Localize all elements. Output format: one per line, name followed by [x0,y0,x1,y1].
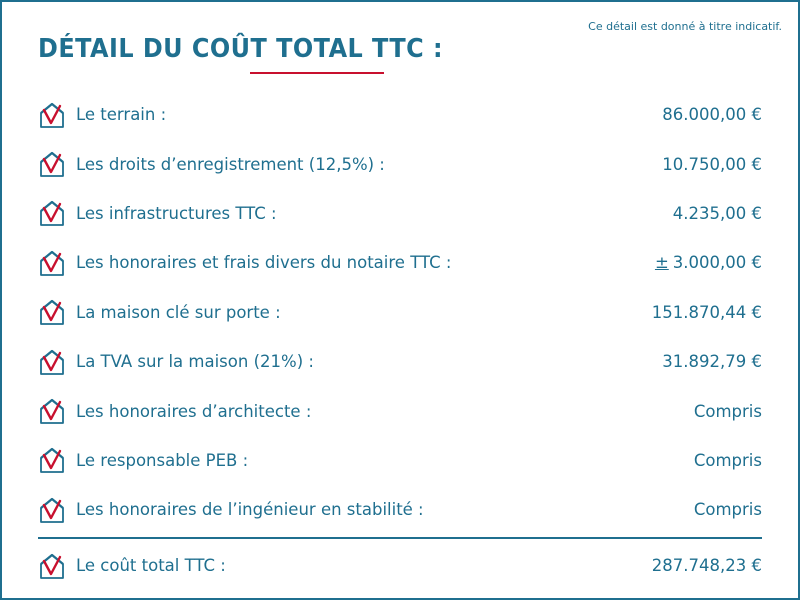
list-item [38,288,762,337]
item-value: Compris [693,450,762,470]
cost-list [38,90,762,535]
list-item [38,386,762,435]
house-check-icon [38,552,66,580]
house-check-icon [38,348,66,376]
item-value: 4.235,00 € [672,203,762,223]
item-value-amount: 3.000,00 € [672,253,762,273]
plus-minus-sign: ± [654,253,669,273]
house-check-icon [38,150,66,178]
page-title: DÉTAIL DU COÛT TOTAL TTC : [38,34,443,64]
house-check-icon [38,397,66,425]
item-label: Les honoraires de l’ingénieur en stabilité : [76,500,424,520]
item-value: 151.870,44 € [651,302,762,322]
item-label: La TVA sur la maison (21%) : [76,352,314,372]
item-value: Compris [693,401,762,421]
item-label: Les honoraires d’architecte : [76,401,312,421]
item-label: Le responsable PEB : [76,450,249,470]
list-item [38,337,762,386]
item-label: Le terrain : [76,105,167,125]
house-check-icon [38,496,66,524]
title-underline [250,72,384,74]
item-label: Les droits d’enregistrement (12,5%) : [76,154,385,174]
item-label: Les infrastructures TTC : [76,203,277,223]
list-item [38,238,762,287]
item-value: 10.750,00 € [662,154,762,174]
list-item [38,436,762,485]
disclaimer-note: Ce détail est donné à titre indicatif. [588,20,782,33]
total-value: 287.748,23 € [651,556,762,576]
house-check-icon [38,101,66,129]
total-label: Le coût total TTC : [76,556,226,576]
list-item [38,189,762,238]
item-label: La maison clé sur porte : [76,302,281,322]
total-divider [38,537,762,539]
list-item-total [38,541,762,590]
list-item [38,139,762,188]
list-item [38,90,762,139]
total-row [38,541,762,590]
item-value [655,253,762,272]
house-check-icon [38,249,66,277]
item-value: 31.892,79 € [662,352,762,372]
house-check-icon [38,298,66,326]
item-label: Les honoraires et frais divers du notaire TTC : [76,253,452,273]
house-check-icon [38,446,66,474]
house-check-icon [38,199,66,227]
list-item [38,485,762,534]
item-value: Compris [693,500,762,520]
item-value: 86.000,00 € [662,105,762,125]
